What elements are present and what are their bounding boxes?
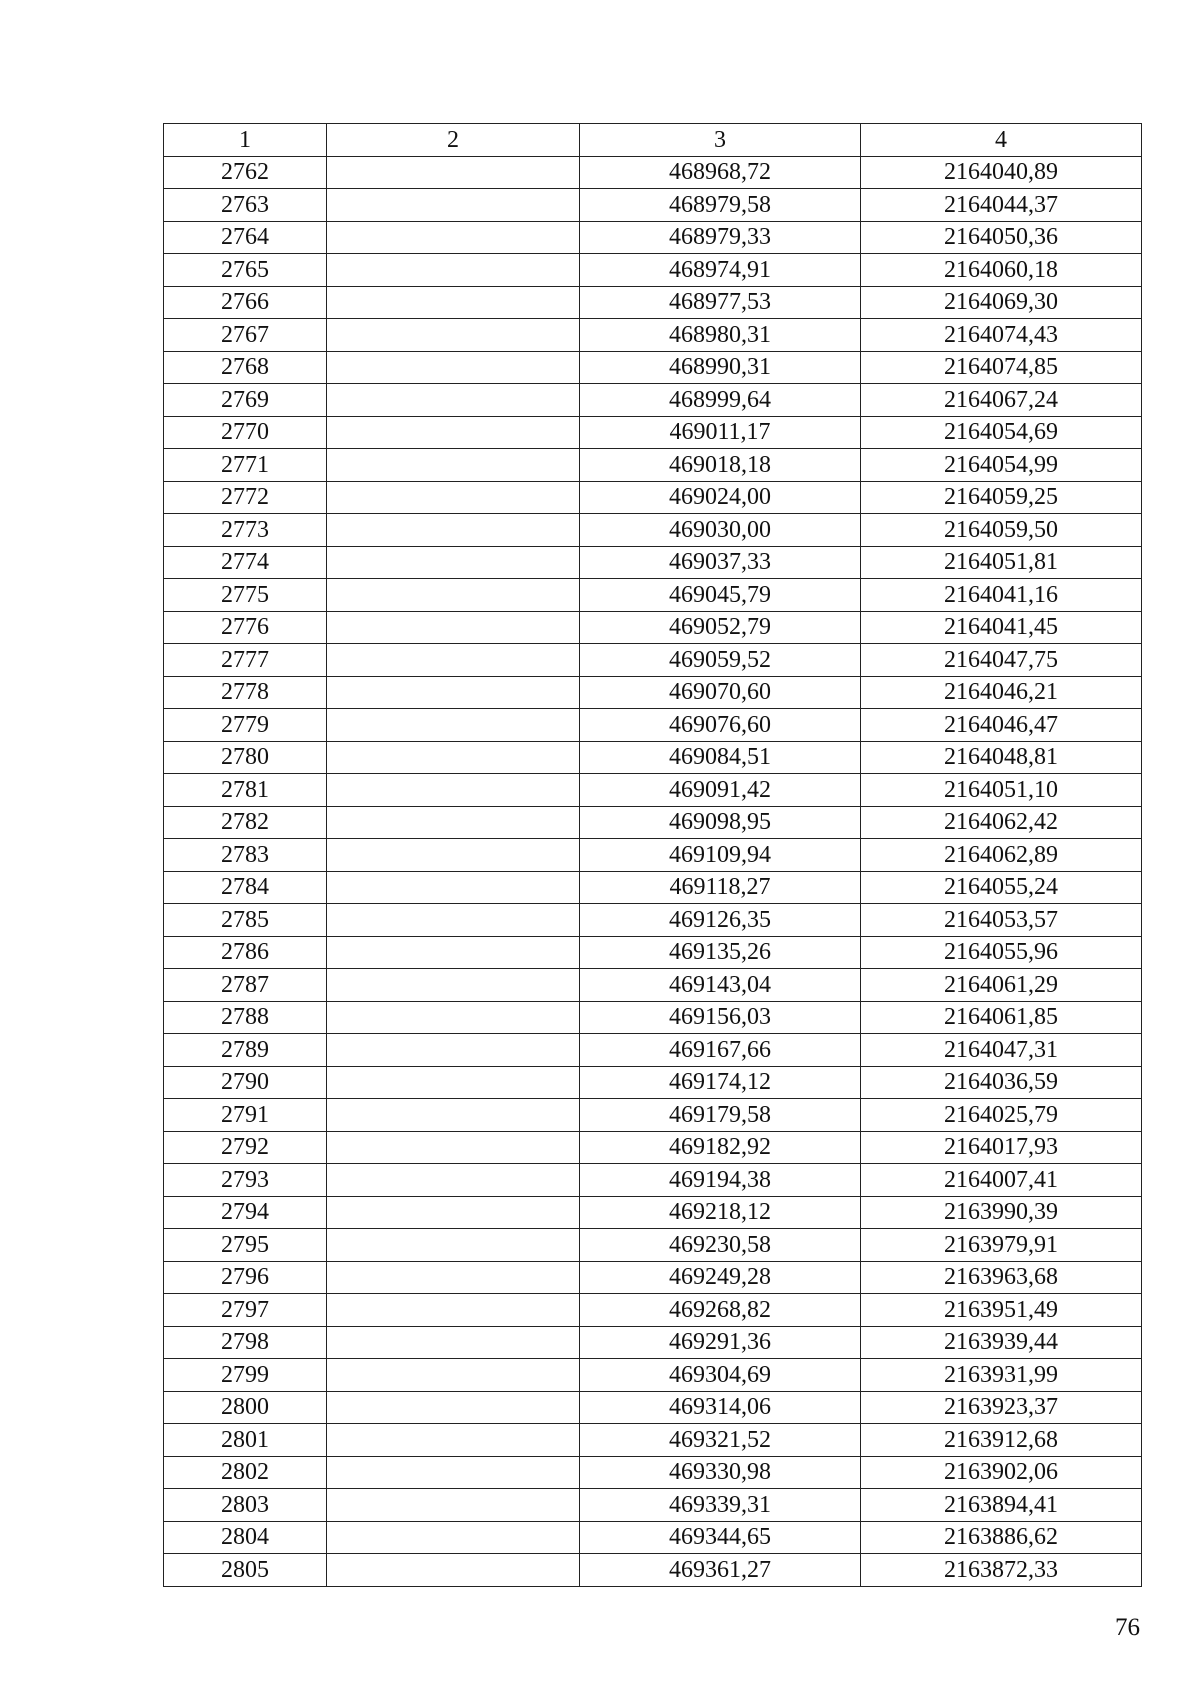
table-cell: 2763	[164, 189, 327, 222]
table-cell: 2799	[164, 1359, 327, 1392]
table-cell: 2164046,21	[861, 676, 1142, 709]
table-cell	[327, 611, 580, 644]
table-row	[164, 1294, 1142, 1327]
table-cell: 2789	[164, 1034, 327, 1067]
table-cell	[327, 156, 580, 189]
table-cell: 2764	[164, 221, 327, 254]
table-cell	[327, 579, 580, 612]
table-cell: 2766	[164, 286, 327, 319]
table-cell: 469126,35	[580, 904, 861, 937]
table-cell: 2164069,30	[861, 286, 1142, 319]
table-cell: 469194,38	[580, 1164, 861, 1197]
table-row	[164, 1034, 1142, 1067]
table-row	[164, 1131, 1142, 1164]
table-cell	[327, 676, 580, 709]
table-cell: 468980,31	[580, 319, 861, 352]
table-cell	[327, 514, 580, 547]
table-cell: 2163951,49	[861, 1294, 1142, 1327]
table-cell: 469091,42	[580, 774, 861, 807]
table-cell: 2796	[164, 1261, 327, 1294]
table-cell: 2164040,89	[861, 156, 1142, 189]
table-cell: 2163979,91	[861, 1229, 1142, 1262]
table-cell: 2804	[164, 1521, 327, 1554]
table-row	[164, 286, 1142, 319]
table-cell	[327, 936, 580, 969]
table-cell: 2794	[164, 1196, 327, 1229]
table-cell	[327, 774, 580, 807]
table-cell: 469230,58	[580, 1229, 861, 1262]
table-cell: 2164047,75	[861, 644, 1142, 677]
table-cell: 469179,58	[580, 1099, 861, 1132]
table-row	[164, 156, 1142, 189]
table-cell: 469076,60	[580, 709, 861, 742]
table-cell	[327, 189, 580, 222]
table-row	[164, 319, 1142, 352]
table-cell: 2164055,96	[861, 936, 1142, 969]
table-row	[164, 351, 1142, 384]
table-cell: 469098,95	[580, 806, 861, 839]
table-row	[164, 384, 1142, 417]
table-cell: 2164041,45	[861, 611, 1142, 644]
table-cell: 2164051,81	[861, 546, 1142, 579]
table-cell: 2163963,68	[861, 1261, 1142, 1294]
table-cell	[327, 709, 580, 742]
table-cell: 2163902,06	[861, 1456, 1142, 1489]
table-cell	[327, 1196, 580, 1229]
table-cell: 2163939,44	[861, 1326, 1142, 1359]
table-cell: 469321,52	[580, 1424, 861, 1457]
table-cell: 2164060,18	[861, 254, 1142, 287]
table-cell: 469344,65	[580, 1521, 861, 1554]
table-cell: 2164059,50	[861, 514, 1142, 547]
coordinates-table	[163, 123, 1142, 1587]
table-row	[164, 1554, 1142, 1587]
table-row	[164, 1456, 1142, 1489]
table-body	[164, 156, 1142, 1586]
table-cell: 469268,82	[580, 1294, 861, 1327]
table-row	[164, 611, 1142, 644]
table-cell: 469052,79	[580, 611, 861, 644]
table-cell: 2163923,37	[861, 1391, 1142, 1424]
table-row	[164, 1326, 1142, 1359]
table-row	[164, 1164, 1142, 1197]
table-cell	[327, 806, 580, 839]
table-cell: 2164062,42	[861, 806, 1142, 839]
table-cell: 2768	[164, 351, 327, 384]
table-row	[164, 806, 1142, 839]
table-row	[164, 449, 1142, 482]
table-cell: 469339,31	[580, 1489, 861, 1522]
table-cell: 469084,51	[580, 741, 861, 774]
table-cell: 2778	[164, 676, 327, 709]
table-row	[164, 1359, 1142, 1392]
table-row	[164, 1066, 1142, 1099]
table-row	[164, 774, 1142, 807]
table-row	[164, 1424, 1142, 1457]
table-cell: 468979,58	[580, 189, 861, 222]
table-cell: 2805	[164, 1554, 327, 1587]
table-row	[164, 936, 1142, 969]
table-cell: 2164047,31	[861, 1034, 1142, 1067]
table-cell	[327, 1131, 580, 1164]
table-cell: 2797	[164, 1294, 327, 1327]
table-cell: 2784	[164, 871, 327, 904]
table-cell: 469024,00	[580, 481, 861, 514]
table-row	[164, 676, 1142, 709]
table-cell: 2775	[164, 579, 327, 612]
table-cell: 469118,27	[580, 871, 861, 904]
table-row	[164, 1521, 1142, 1554]
table-cell: 2164046,47	[861, 709, 1142, 742]
table-cell: 2164067,24	[861, 384, 1142, 417]
table-cell: 2771	[164, 449, 327, 482]
table-cell: 2780	[164, 741, 327, 774]
table-row	[164, 839, 1142, 872]
table-cell: 2791	[164, 1099, 327, 1132]
table-cell: 2786	[164, 936, 327, 969]
table-cell: 2164053,57	[861, 904, 1142, 937]
table-cell: 469011,17	[580, 416, 861, 449]
table-row	[164, 189, 1142, 222]
table-row	[164, 254, 1142, 287]
table-cell	[327, 254, 580, 287]
table-cell	[327, 741, 580, 774]
table-cell: 2163886,62	[861, 1521, 1142, 1554]
table-cell	[327, 1164, 580, 1197]
table-cell: 2792	[164, 1131, 327, 1164]
table-cell: 2777	[164, 644, 327, 677]
table-cell: 2774	[164, 546, 327, 579]
table-cell: 2164074,85	[861, 351, 1142, 384]
table-cell: 2779	[164, 709, 327, 742]
table-cell: 469218,12	[580, 1196, 861, 1229]
table-cell	[327, 481, 580, 514]
header-cell: 4	[861, 124, 1142, 157]
table-cell: 469314,06	[580, 1391, 861, 1424]
table-cell: 469156,03	[580, 1001, 861, 1034]
table-cell: 2164048,81	[861, 741, 1142, 774]
table-cell: 2790	[164, 1066, 327, 1099]
page-number: 76	[1115, 1614, 1140, 1641]
table-cell: 2164050,36	[861, 221, 1142, 254]
table-cell	[327, 904, 580, 937]
table-cell: 2164055,24	[861, 871, 1142, 904]
table-row	[164, 709, 1142, 742]
table-cell: 469143,04	[580, 969, 861, 1002]
header-cell: 2	[327, 124, 580, 157]
table-cell	[327, 319, 580, 352]
table-cell: 2787	[164, 969, 327, 1002]
table-cell: 2164061,29	[861, 969, 1142, 1002]
table-cell: 2769	[164, 384, 327, 417]
table-row	[164, 969, 1142, 1002]
table-row	[164, 1099, 1142, 1132]
table-cell	[327, 416, 580, 449]
table-cell	[327, 449, 580, 482]
table-cell: 2164044,37	[861, 189, 1142, 222]
table-cell: 2785	[164, 904, 327, 937]
table-cell	[327, 1034, 580, 1067]
table-row	[164, 481, 1142, 514]
table-cell: 2163912,68	[861, 1424, 1142, 1457]
table-row	[164, 644, 1142, 677]
table-cell	[327, 839, 580, 872]
table-cell: 2801	[164, 1424, 327, 1457]
table-cell	[327, 1326, 580, 1359]
table-cell: 469167,66	[580, 1034, 861, 1067]
table-cell: 469109,94	[580, 839, 861, 872]
table-cell: 469070,60	[580, 676, 861, 709]
table-cell	[327, 871, 580, 904]
table-cell: 2770	[164, 416, 327, 449]
table-row	[164, 1196, 1142, 1229]
table-cell: 469330,98	[580, 1456, 861, 1489]
table-cell: 2163894,41	[861, 1489, 1142, 1522]
table-cell: 469291,36	[580, 1326, 861, 1359]
table-row	[164, 1391, 1142, 1424]
table-cell: 2798	[164, 1326, 327, 1359]
table-cell	[327, 1001, 580, 1034]
table-cell: 469182,92	[580, 1131, 861, 1164]
table-cell: 2164041,16	[861, 579, 1142, 612]
table-cell: 2793	[164, 1164, 327, 1197]
table-cell	[327, 1489, 580, 1522]
table-row	[164, 1001, 1142, 1034]
table-row	[164, 741, 1142, 774]
table-cell	[327, 221, 580, 254]
table-cell: 2164059,25	[861, 481, 1142, 514]
header-cell: 3	[580, 124, 861, 157]
table-cell	[327, 1099, 580, 1132]
table-cell	[327, 286, 580, 319]
table-row	[164, 1229, 1142, 1262]
table-cell: 2802	[164, 1456, 327, 1489]
table-cell: 2164054,69	[861, 416, 1142, 449]
table-cell: 2163990,39	[861, 1196, 1142, 1229]
table-cell	[327, 1261, 580, 1294]
table-cell: 2781	[164, 774, 327, 807]
table-cell	[327, 351, 580, 384]
table-cell: 2803	[164, 1489, 327, 1522]
table-cell: 2163872,33	[861, 1554, 1142, 1587]
table-cell	[327, 1294, 580, 1327]
table-cell	[327, 1554, 580, 1587]
table-cell: 2762	[164, 156, 327, 189]
table-cell	[327, 384, 580, 417]
table-cell: 2773	[164, 514, 327, 547]
header-cell: 1	[164, 124, 327, 157]
table-cell: 469249,28	[580, 1261, 861, 1294]
table-cell: 468999,64	[580, 384, 861, 417]
table-cell	[327, 546, 580, 579]
table-cell	[327, 1521, 580, 1554]
table-cell: 2776	[164, 611, 327, 644]
table-cell	[327, 1456, 580, 1489]
table-cell	[327, 969, 580, 1002]
table-cell: 2164074,43	[861, 319, 1142, 352]
table-cell: 2164007,41	[861, 1164, 1142, 1197]
table-cell: 2164017,93	[861, 1131, 1142, 1164]
table-cell: 469135,26	[580, 936, 861, 969]
table-cell: 2795	[164, 1229, 327, 1262]
table-cell: 2772	[164, 481, 327, 514]
table-cell: 468968,72	[580, 156, 861, 189]
table-row	[164, 579, 1142, 612]
table-cell: 2164054,99	[861, 449, 1142, 482]
table-cell: 469037,33	[580, 546, 861, 579]
table-cell: 2164061,85	[861, 1001, 1142, 1034]
table-cell: 2164051,10	[861, 774, 1142, 807]
table-cell: 469018,18	[580, 449, 861, 482]
table-cell	[327, 1066, 580, 1099]
table-cell	[327, 644, 580, 677]
table-row	[164, 546, 1142, 579]
table-row	[164, 871, 1142, 904]
table-cell: 2164036,59	[861, 1066, 1142, 1099]
table-row	[164, 1489, 1142, 1522]
table-cell: 2765	[164, 254, 327, 287]
table-row	[164, 1261, 1142, 1294]
table-cell: 2767	[164, 319, 327, 352]
table-cell: 469304,69	[580, 1359, 861, 1392]
table-cell: 2783	[164, 839, 327, 872]
table-cell: 2782	[164, 806, 327, 839]
table-cell: 2788	[164, 1001, 327, 1034]
table-cell: 2800	[164, 1391, 327, 1424]
table-cell: 469059,52	[580, 644, 861, 677]
table-row	[164, 904, 1142, 937]
table-cell: 2164025,79	[861, 1099, 1142, 1132]
table-cell: 2163931,99	[861, 1359, 1142, 1392]
table-cell: 469174,12	[580, 1066, 861, 1099]
table-cell	[327, 1424, 580, 1457]
table-cell	[327, 1229, 580, 1262]
table-cell: 468990,31	[580, 351, 861, 384]
table-cell: 469045,79	[580, 579, 861, 612]
table-cell: 469030,00	[580, 514, 861, 547]
table-cell: 468974,91	[580, 254, 861, 287]
table-row	[164, 221, 1142, 254]
table-cell: 469361,27	[580, 1554, 861, 1587]
table-row	[164, 416, 1142, 449]
table-cell	[327, 1359, 580, 1392]
table-cell: 468977,53	[580, 286, 861, 319]
table-row	[164, 514, 1142, 547]
table-header-row	[164, 124, 1142, 157]
table-cell: 2164062,89	[861, 839, 1142, 872]
table-cell: 468979,33	[580, 221, 861, 254]
table-cell	[327, 1391, 580, 1424]
